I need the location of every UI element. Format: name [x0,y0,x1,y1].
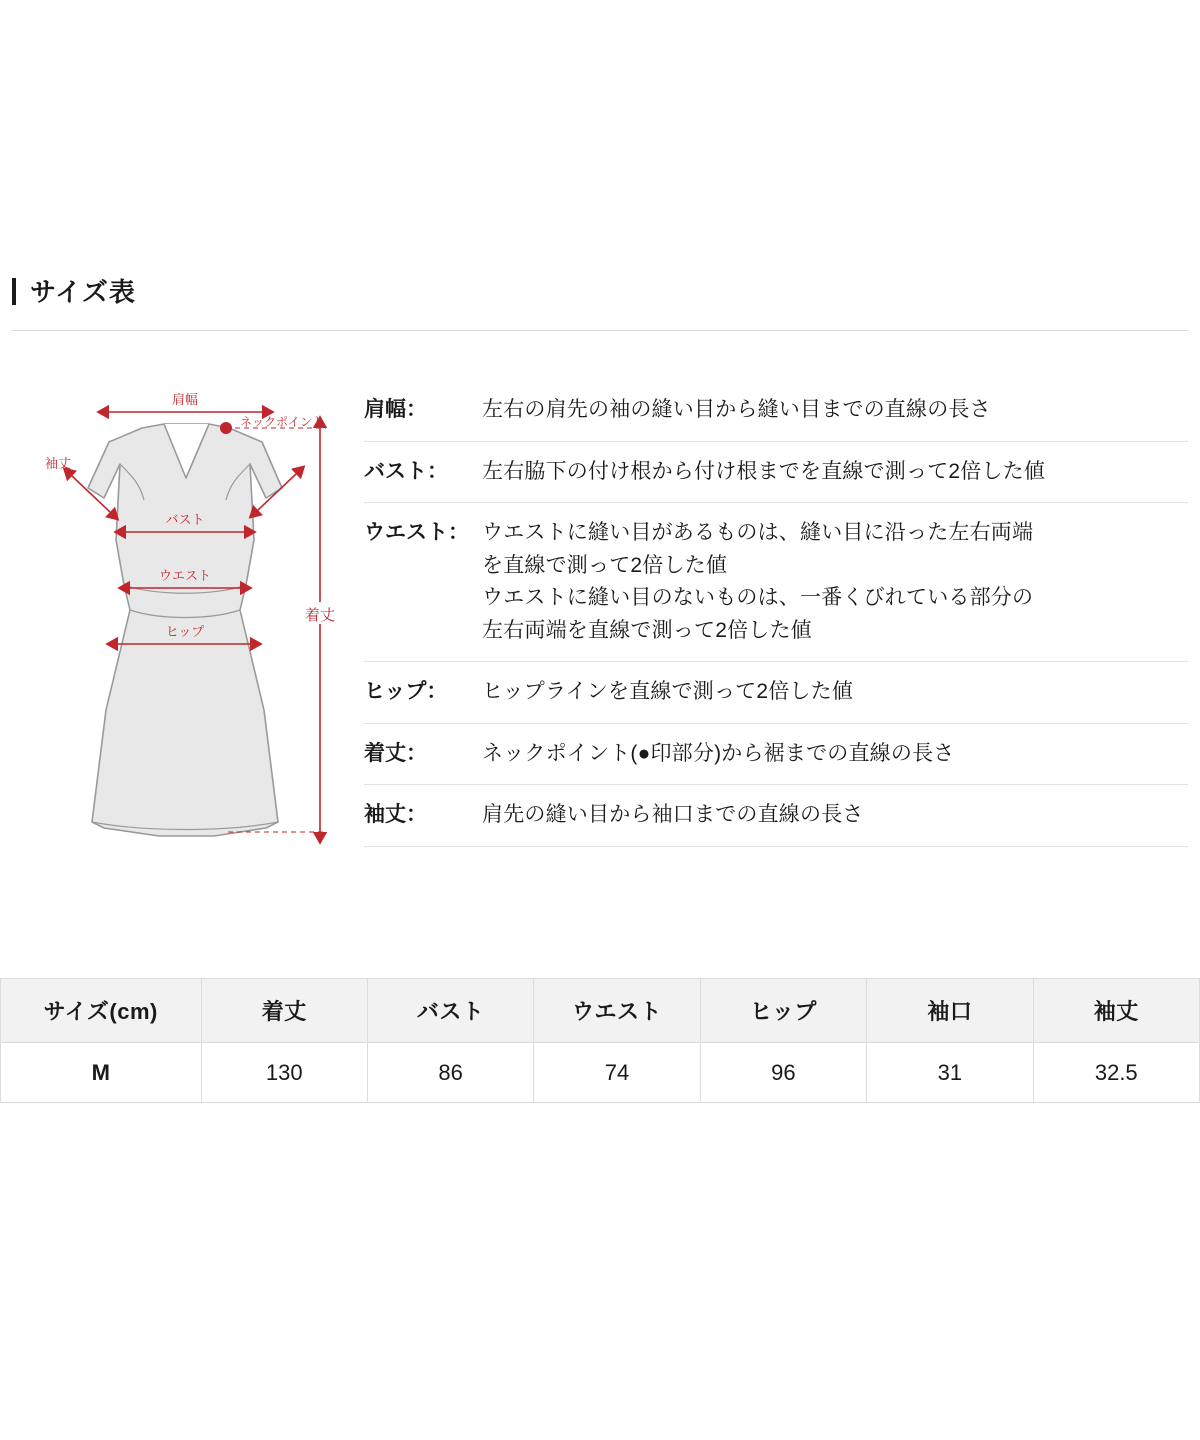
definition-term: 着丈： [364,741,427,765]
table-row [1,1043,1200,1103]
table-header-row [1,979,1200,1043]
definition-line: ウエストに縫い目のないものは、一番くびれている部分の [482,586,1034,610]
table-header-cell: ヒップ [700,979,866,1043]
table-cell: 96 [700,1043,866,1103]
label-neck-point: ネックポイント [240,415,325,429]
definition-description [482,517,1188,647]
definition-term: ヒップ： [364,680,448,704]
label-shoulder: 肩幅 [171,392,199,407]
definition-row-bust [364,442,1188,504]
definition-description [482,394,1188,427]
label-bust: バスト [165,512,205,527]
definition-description [482,799,1188,832]
definition-term: 袖丈： [364,803,427,827]
table-cell: 74 [534,1043,700,1103]
definition-line: を直線で測って2倍した値 [482,553,728,577]
definition-term: バスト： [364,459,448,483]
table-header-cell: 袖丈 [1033,979,1199,1043]
table-cell: 31 [867,1043,1033,1103]
table-header-cell: 袖口 [867,979,1033,1043]
label-dress-length: 着丈 [304,607,336,624]
definition-row-dress-length [364,724,1188,786]
definition-line: 左右の肩先の袖の縫い目から縫い目までの直線の長さ [482,398,991,421]
page-title [12,278,1188,305]
table-header-cell: 着丈 [201,979,367,1043]
definition-row-sleeve-length [364,785,1188,847]
label-sleeve-length: 袖丈 [44,456,72,471]
title-divider [12,330,1188,331]
table-cell: 130 [201,1043,367,1103]
definition-term: ウエスト： [364,521,469,545]
definition-line: ネックポイント(●印部分)から裾までの直線の長さ [482,741,955,765]
definition-line: ウエストに縫い目があるものは、縫い目に沿った左右両端 [482,521,1034,545]
label-waist: ウエスト [158,568,212,583]
definition-row-hip [364,662,1188,724]
definition-line: ヒップラインを直線で測って2倍した値 [482,680,854,704]
table-cell-size: M [1,1043,202,1103]
definition-line: 左右両端を直線で測って2倍した値 [482,618,812,642]
definition-description [482,738,1188,771]
table-header-cell: バスト [367,979,533,1043]
definition-row-shoulder [364,380,1188,442]
definition-term: 肩幅： [364,398,427,421]
label-hip: ヒップ [165,624,205,639]
definition-line: 左右脇下の付け根から付け根までを直線で測って2倍した値 [482,459,1046,483]
table-cell: 86 [367,1043,533,1103]
measure-shoulder [109,392,262,412]
size-table [0,978,1200,1103]
definition-row-waist [364,503,1188,662]
measurement-definitions [364,380,1188,847]
definition-description [482,456,1188,489]
table-header-cell: サイズ(cm) [1,979,202,1043]
title-accent-bar [12,278,16,305]
page-title-text: サイズ表 [30,276,136,307]
definition-description [482,676,1188,709]
garment-diagram [14,380,354,860]
table-header-cell: ウエスト [534,979,700,1043]
table-cell: 32.5 [1033,1043,1199,1103]
definition-line: 肩先の縫い目から袖口までの直線の長さ [482,803,864,827]
